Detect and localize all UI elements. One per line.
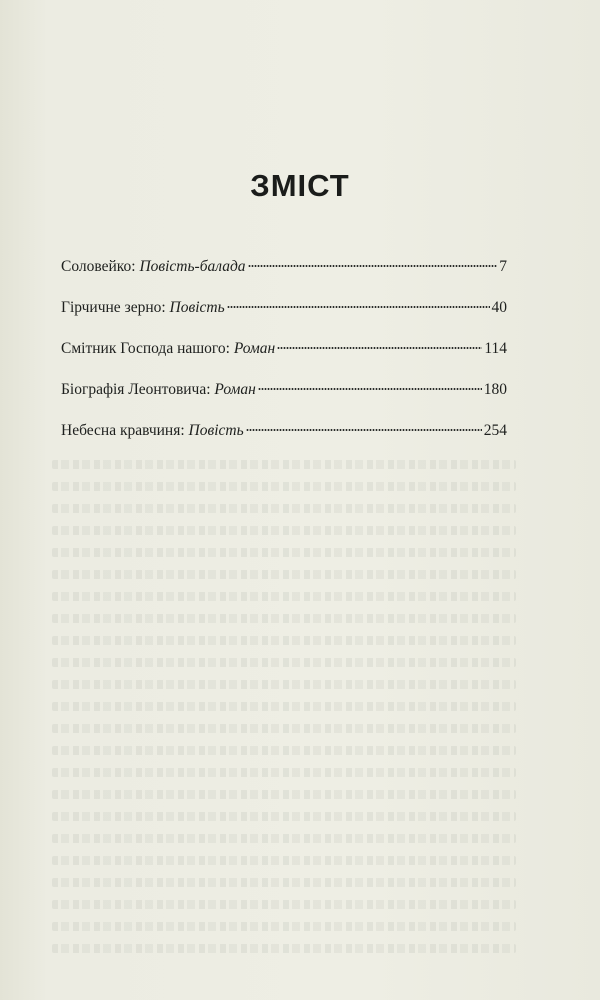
dot-leader [248, 264, 498, 268]
dot-leader [246, 428, 482, 432]
toc-entry-title: Соловейко: [61, 258, 136, 275]
dot-leader [227, 305, 490, 309]
toc-entry-title: Небесна кравчиня: [61, 422, 185, 439]
toc-entry[interactable] [61, 381, 507, 422]
toc-entry[interactable] [61, 299, 507, 340]
toc-entry-genre: Повість [169, 299, 225, 316]
toc-entry-title: Гірчичне зерно: [61, 299, 166, 316]
toc-entry-title: Біографія Леонтовича: [61, 381, 211, 398]
dot-leader [277, 346, 482, 350]
toc-entry-title: Смітник Господа нашого: [61, 340, 230, 357]
toc-entry-genre: Роман [233, 340, 276, 357]
bleed-through-ghost-subtitle [0, 118, 600, 144]
toc-entry[interactable] [61, 258, 507, 299]
toc-entry-page-number: 7 [499, 258, 507, 275]
toc-entry-page-number: 40 [491, 299, 507, 316]
toc-entry-genre: Повість-балада [139, 258, 246, 275]
toc-entry-genre: Повість [188, 422, 244, 439]
toc-entry-page-number: 180 [483, 381, 507, 398]
page-title: ЗМІСТ [250, 168, 350, 203]
toc-entry[interactable] [61, 422, 507, 463]
bleed-through-ghost-title [0, 52, 600, 97]
toc-entry[interactable] [61, 340, 507, 381]
toc-entry-page-number: 114 [484, 340, 507, 357]
toc-entry-page-number: 254 [483, 422, 507, 439]
toc-entry-genre: Роман [214, 381, 256, 398]
dot-leader [258, 387, 482, 391]
table-of-contents [61, 258, 507, 463]
